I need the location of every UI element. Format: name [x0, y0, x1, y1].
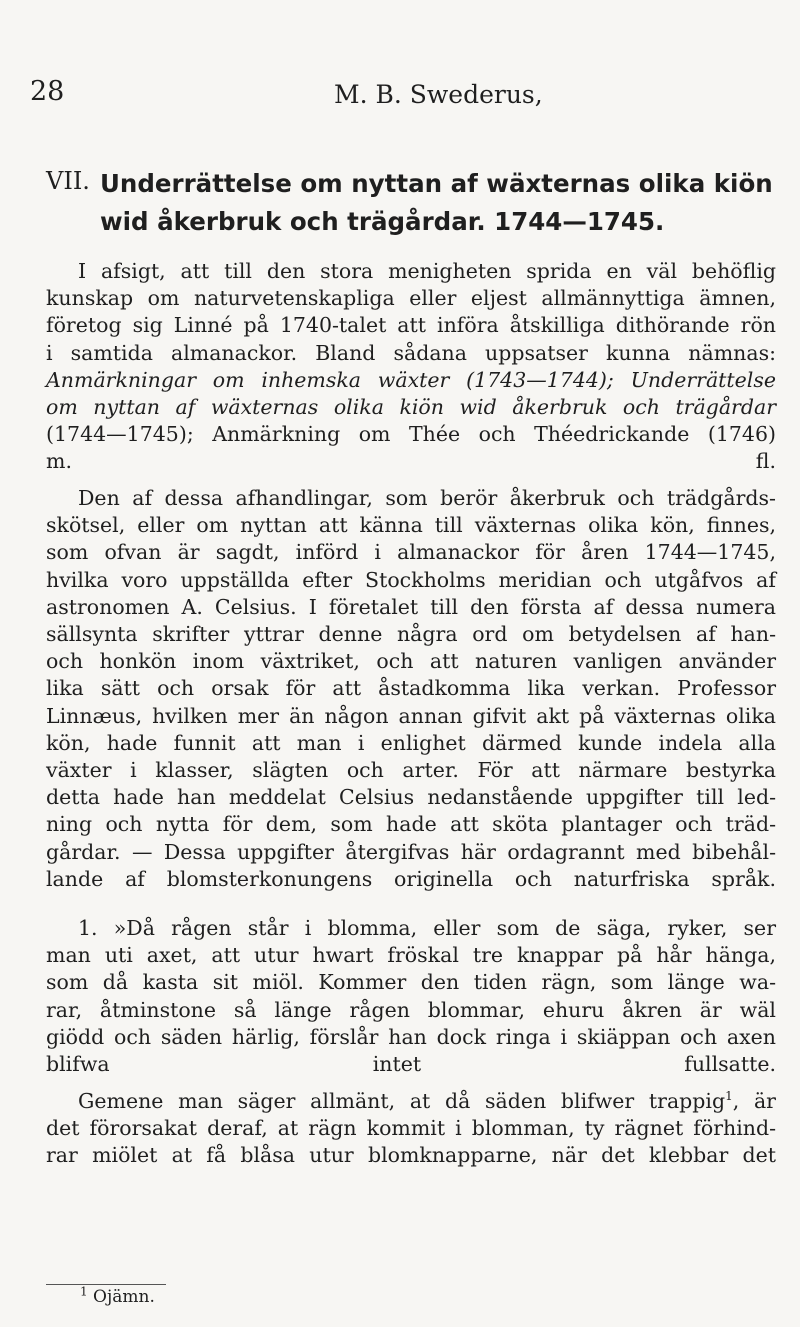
text-line: sällsynta skrifter yttrar denne några ord om betydelsen af han- [46, 622, 776, 647]
text-line: Gemene man säger allmänt, at då säden blifwer trappig$^1$, är [78, 1089, 776, 1113]
text-line: astronomen A. Celsius. I företalet till den första af dessa numera [46, 594, 776, 619]
text-line: lika sätt och orsak för att åstadkomma lika verkan. Professor [46, 676, 776, 701]
footnote-text: Ojämn. [93, 1287, 155, 1307]
text-line: kön, hade funnit att man i enlighet därmed kunde indela alla [46, 730, 776, 755]
text-line: Anmärkningar om inhemska wäxter (1743—1744); Underrättelse [46, 367, 776, 392]
paragraph-background [46, 485, 776, 893]
footnote-rule [46, 1284, 166, 1285]
footnote-number: 1 [80, 1284, 88, 1299]
text-line: ning och nytta för dem, som hade att sköta plantager och träd- [46, 812, 776, 837]
text-line: (1744—1745); Anmärkning om Thée och Théedrickande (1746) [46, 422, 776, 447]
paragraph-intro [46, 258, 776, 476]
text-line: kunskap om naturvetenskapliga eller eljest allmännyttiga ämnen, [46, 286, 776, 311]
text-line: Linnæus, hvilken mer än någon annan gifvit akt på växternas olika [46, 703, 776, 728]
text-line: det förorsakat deraf, at rägn kommit i blomman, ty rägnet förhind- [46, 1116, 776, 1141]
text-line: detta hade han meddelat Celsius nedanstående uppgifter till led- [46, 785, 776, 810]
text-line: blifwa intet fullsatte. [46, 1052, 776, 1077]
text-line: m. fl. [46, 449, 776, 474]
section-title-line: Underrättelse om nyttan af wäxternas olika kiön [100, 169, 773, 198]
footnote [80, 1284, 155, 1307]
text-fragment: Gemene man säger allmänt, at då säden blifwer trappig [78, 1089, 726, 1113]
page-number: 28 [30, 76, 65, 107]
text-line: om nyttan af wäxternas olika kiön wid åkerbruk och trägårdar [46, 395, 776, 420]
text-line: växter i klasser, slägten och arter. För att närmare bestyrka [46, 758, 776, 783]
section-title [100, 165, 780, 241]
paragraph-common-saying [46, 1088, 776, 1170]
text-line: som ofvan är sagdt, införd i almanackor för åren 1744—1745, [46, 540, 776, 565]
text-line: Den af dessa afhandlingar, som berör åkerbruk och trädgårds- [78, 486, 776, 510]
text-line: rar miölet at få blåsa utur blomknapparne, när det klebbar det [46, 1143, 776, 1168]
text-line: man uti axet, att utur hwart fröskal tre knappar på hår hänga, [46, 943, 776, 968]
text-line: skötsel, eller om nyttan att känna till växternas olika kön, finnes, [46, 513, 776, 538]
section-number: VII. [46, 167, 90, 195]
section-title-line: wid åkerbruk och trägårdar. 1744—1745. [100, 207, 665, 236]
text-line: 1. »Då rågen står i blomma, eller som de säga, ryker, ser [78, 916, 776, 940]
text-line: som då kasta sit miöl. Kommer den tiden rägn, som länge wa- [46, 970, 776, 995]
text-line: I afsigt, att till den stora menigheten sprida en väl behöflig [78, 259, 776, 283]
text-line: giödd och säden härlig, förslår han dock ringa i skiäppan och axen [46, 1024, 776, 1049]
text-line: företog sig Linné på 1740-talet att införa åtskilliga dithörande rön [46, 313, 776, 338]
text-line: och honkön inom växtriket, och att naturen vanligen använder [46, 649, 776, 674]
text-line: rar, åtminstone så länge rågen blommar, ehuru åkren är wäl [46, 997, 776, 1022]
text-line: gårdar. — Dessa uppgifter återgifvas här ordagrannt med bibehål- [46, 839, 776, 864]
text-line: i samtida almanackor. Bland sådana uppsatser kunna nämnas: [46, 340, 776, 365]
running-head: M. B. Swederus, [334, 80, 543, 109]
text-line: lande af blomsterkonungens originella och naturfriska språk. [46, 866, 776, 891]
text-line: hvilka voro uppställda efter Stockholms meridian och utgåfvos af [46, 567, 776, 592]
footnote-marker: 1 [725, 1089, 733, 1104]
paragraph-rye [46, 915, 776, 1078]
